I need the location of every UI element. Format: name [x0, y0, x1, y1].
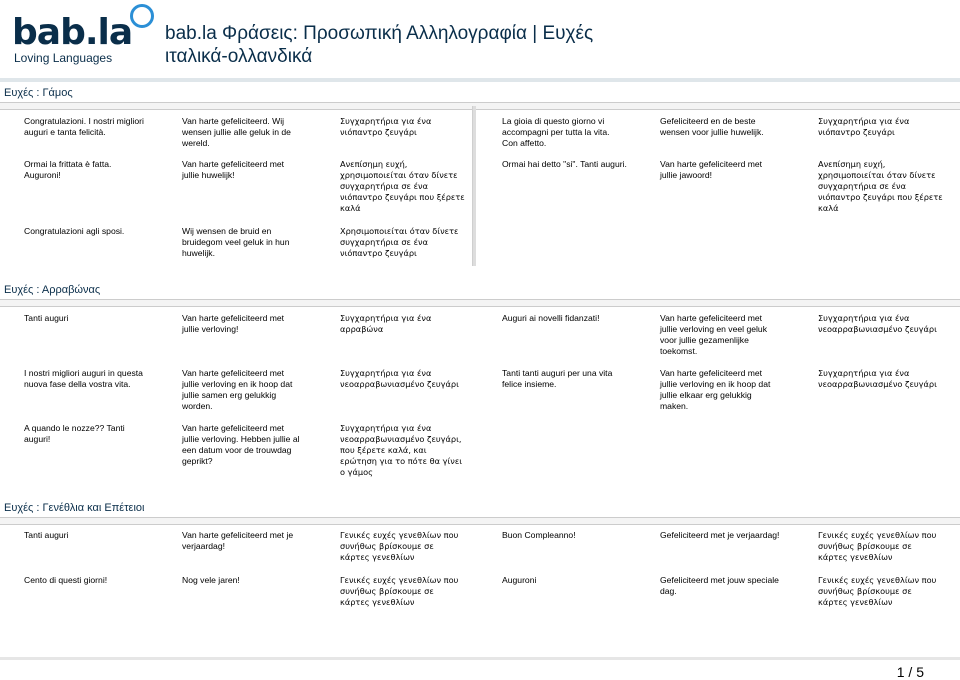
phrase-translation: Gefeliciteerd en de beste wensen voor jullie huwelijk.	[660, 116, 764, 137]
page-number: 1 / 5	[896, 664, 924, 680]
phrase-note: Συγχαρητήρια για ένα αρραβώνα	[340, 313, 432, 334]
phrase-source: Buon Compleanno!	[502, 530, 576, 540]
section-title: Ευχές : Γενέθλια και Επέτειοι	[4, 502, 145, 514]
phrase-note: Συγχαρητήρια για ένα νεοαρραβωνιασμένο ζευγάρι, που ξέρετε καλά, και ερώτηση για το πότε θα γίνει ο γάμος	[340, 423, 463, 477]
phrase-note: Συγχαρητήρια για ένα νεοαρραβωνιασμένο ζευγάρι	[340, 368, 459, 389]
speech-bubble-icon	[130, 4, 154, 28]
babla-logo	[12, 2, 152, 66]
section-rule	[0, 299, 960, 307]
section-engagement	[0, 283, 960, 307]
section-rule	[0, 102, 960, 110]
phrase-translation: Van harte gefeliciteerd met jullie verloving en veel geluk voor jullie gezamenlijke toekomst.	[660, 313, 768, 356]
section-birthdays	[0, 501, 960, 525]
phrase-source: A quando le nozze?? Tanti auguri!	[24, 423, 125, 444]
phrase-translation: Van harte gefeliciteerd met jullie verloving en ik hoop dat jullie elkaar erg gelukkig maken.	[660, 368, 771, 411]
phrase-source: Tanti tanti auguri per una vita felice insieme.	[502, 368, 613, 389]
phrase-note: Γενικές ευχές γενεθλίων που συνήθως βρίσκουμε σε κάρτες γενεθλίων	[340, 575, 459, 607]
phrase-translation: Van harte gefeliciteerd met jullie verloving. Hebben jullie al een datum voor de trouwdag geprikt?	[182, 423, 300, 466]
phrase-source: Auguri ai novelli fidanzati!	[502, 313, 600, 323]
phrase-source: Cento di questi giorni!	[24, 575, 108, 585]
page-title-line1: bab.la Φράσεις: Προσωπική Αλληλογραφία | Ευχές	[165, 23, 594, 44]
logo-tagline: Loving Languages	[14, 51, 113, 65]
phrase-source: Congratulazioni. I nostri migliori auguri e tanta felicità.	[24, 116, 144, 137]
phrase-source: Ormai hai detto "si". Tanti auguri.	[502, 159, 627, 169]
section-wedding	[0, 86, 960, 110]
phrase-note: Γενικές ευχές γενεθλίων που συνήθως βρίσκουμε σε κάρτες γενεθλίων	[818, 575, 937, 607]
section-title: Ευχές : Αρραβώνας	[4, 284, 101, 296]
phrase-translation: Van harte gefeliciteerd met jullie huwelijk!	[182, 159, 285, 180]
phrase-translation: Van harte gefeliciteerd met jullie verloving en ik hoop dat jullie samen erg gelukkig worden.	[182, 368, 293, 411]
phrase-note: Συγχαρητήρια για ένα νιόπαντρο ζευγάρι	[818, 116, 910, 137]
phrase-note: Χρησιμοποιείται όταν δίνετε συγχαρητήρια σε ένα νιόπαντρο ζευγάρι	[340, 226, 459, 258]
phrase-translation: Gefeliciteerd met jouw speciale dag.	[660, 575, 779, 596]
phrase-source: Tanti auguri	[24, 530, 69, 540]
section-title: Ευχές : Γάμος	[4, 87, 73, 99]
footer-divider	[0, 657, 960, 660]
phrase-translation: Van harte gefeliciteerd met jullie jawoord!	[660, 159, 763, 180]
phrase-note: Ανεπίσημη ευχή, χρησιμοποιείται όταν δίνετε συγχαρητήρια σε ένα νιόπαντρο ζευγάρι που ξέρετε καλά	[340, 159, 465, 213]
header-divider	[0, 78, 960, 82]
phrase-note: Γενικές ευχές γενεθλίων που συνήθως βρίσκουμε σε κάρτες γενεθλίων	[818, 530, 937, 562]
phrase-note: Συγχαρητήρια για ένα νεοαρραβωνιασμένο ζευγάρι	[818, 313, 937, 334]
phrase-source: Ormai la frittata è fatta. Auguroni!	[24, 159, 112, 180]
phrase-note: Συγχαρητήρια για ένα νεοαρραβωνιασμένο ζευγάρι	[818, 368, 937, 389]
phrase-source: Auguroni	[502, 575, 537, 585]
phrase-translation: Wij wensen de bruid en bruidegom veel geluk in hun huwelijk.	[182, 226, 290, 258]
phrase-source: I nostri migliori auguri in questa nuova fase della vostra vita.	[24, 368, 143, 389]
page-title	[165, 22, 593, 68]
page-title-line2: ιταλικά-ολλανδικά	[165, 46, 313, 67]
phrase-note: Ανεπίσημη ευχή, χρησιμοποιείται όταν δίνετε συγχαρητήρια σε ένα νιόπαντρο ζευγάρι που ξέρετε καλά	[818, 159, 943, 213]
phrase-translation: Van harte gefeliciteerd. Wij wensen jullie alle geluk in de wereld.	[182, 116, 291, 148]
logo-wordmark: bab.la	[12, 12, 133, 53]
phrase-note: Γενικές ευχές γενεθλίων που συνήθως βρίσκουμε σε κάρτες γενεθλίων	[340, 530, 459, 562]
section-rule	[0, 517, 960, 525]
column-divider	[472, 106, 476, 266]
phrase-source: Congratulazioni agli sposi.	[24, 226, 125, 236]
phrase-translation: Nog vele jaren!	[182, 575, 240, 585]
phrase-translation: Van harte gefeliciteerd met je verjaardag!	[182, 530, 294, 551]
phrase-source: La gioia di questo giorno vi accompagni per tutta la vita. Con affetto.	[502, 116, 610, 148]
phrase-source: Tanti auguri	[24, 313, 69, 323]
phrase-translation: Gefeliciteerd met je verjaardag!	[660, 530, 780, 540]
phrase-note: Συγχαρητήρια για ένα νιόπαντρο ζευγάρι	[340, 116, 432, 137]
phrase-translation: Van harte gefeliciteerd met jullie verloving!	[182, 313, 285, 334]
